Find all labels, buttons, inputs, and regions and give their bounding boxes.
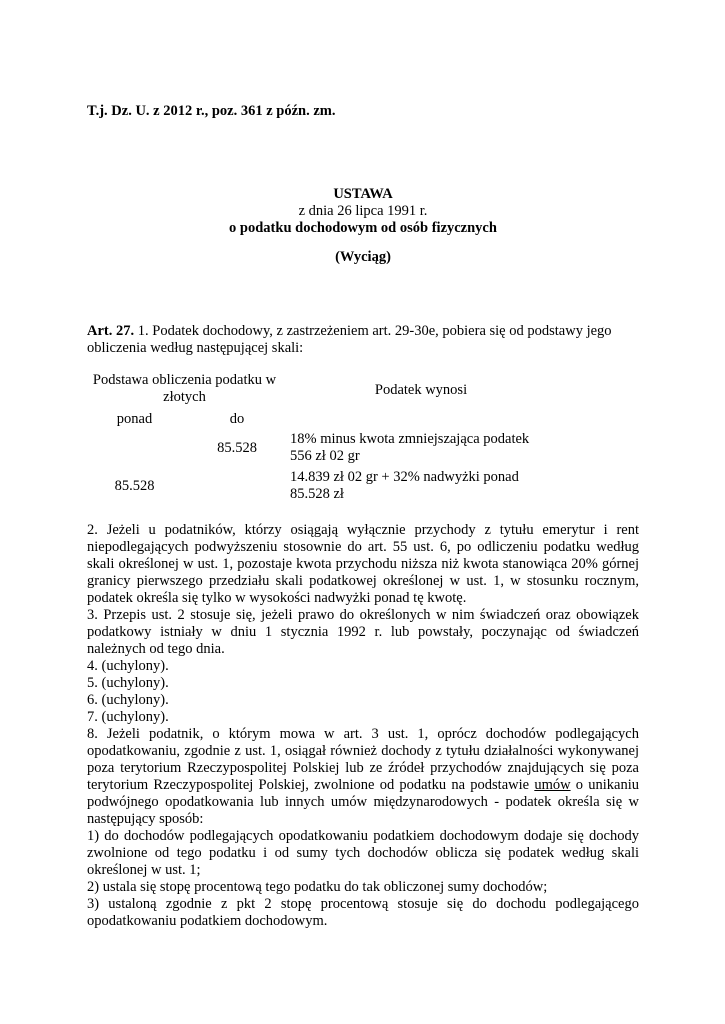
paragraph-7: 7. (uchylony). (87, 709, 169, 725)
header-over: ponad (116, 411, 153, 427)
article-label: Art. 27. (87, 323, 135, 339)
paragraph-8-text-start: 8. Jeżeli podatnik, o którym mowa w art. 3 ust. 1, oprócz dochodów podlegających opodatkowaniu, zgodnie z ust. 1, osiągał również dochody z tytułu działalności wykonywanej poza terytorium Rzeczypospolitej Polskiej lub ze źródeł przychodów znajdujących się poza terytorium Rzeczypospolitej Polskiej, zwolnione od podatku na podstawie (87, 726, 639, 793)
paragraph-2: 2. Jeżeli u podatników, którzy osiągają wyłącznie przychody z tytułu emerytur i rent niepodlegających podwyższeniu stosownie do art. 55 ust. 6, po odliczeniu podatku według skali określonej w ust. 1, pozostaje kwota przychodu niższa niż kwota stanowiąca 20% górnej granicy pierwszego przedziału skali podatkowej określonej w ust. 1, w stosunku rocznym, podatek określa się tylko w wysokości nadwyżki ponad tę kwotę. (87, 522, 639, 606)
header-to: do (229, 411, 245, 427)
row1-to: 85.528 (217, 440, 257, 456)
paragraph-3: 3. Przepis ust. 2 stosuje się, jeżeli prawo do określonych w nim świadczeń oraz obowiązek podatkowy istniały w dniu 1 stycznia 1992 r. lub powstały, poczynając od świadczeń należnych od tego dnia. (87, 607, 639, 657)
article-intro-text: 1. Podatek dochodowy, z zastrzeżeniem art. 29-30e, pobiera się od podstawy jego obliczenia według następującej skali: (87, 323, 612, 356)
treaties-link[interactable]: umów (534, 777, 571, 793)
header-base: Podstawa obliczenia podatku w złotych (92, 372, 277, 405)
header-tax: Podatek wynosi (374, 382, 468, 398)
legal-citation: T.j. Dz. U. z 2012 r., poz. 361 z późn. zm. (87, 103, 336, 119)
row2-tax: 14.839 zł 02 gr + 32% nadwyżki ponad 85.528 zł (290, 469, 519, 502)
row1-tax: 18% minus kwota zmniejszająca podatek 556 zł 02 gr (290, 431, 530, 464)
act-date: z dnia 26 lipca 1991 r. (298, 203, 428, 219)
paragraph-6: 6. (uchylony). (87, 692, 169, 708)
paragraph-4: 4. (uchylony). (87, 658, 169, 674)
paragraph-8-point-1: 1) do dochodów podlegających opodatkowaniu podatkiem dochodowym dodaje się dochody zwolnione od tego podatku i od sumy tych dochodów oblicza się podatek według skali określonej w ust. 1; (87, 828, 639, 878)
act-type: USTAWA (333, 186, 393, 202)
paragraph-5: 5. (uchylony). (87, 675, 169, 691)
act-subject: o podatku dochodowym od osób fizycznych (229, 220, 497, 236)
paragraph-8-point-2: 2) ustala się stopę procentową tego podatku do tak obliczonej sumy dochodów; (87, 879, 548, 895)
paragraph-8-text-end: o unikaniu podwójnego opodatkowania lub innych umów międzynarodowych - podatek określa się w następujący sposób: (87, 777, 640, 827)
paragraph-8 (87, 726, 639, 828)
article-intro (87, 323, 639, 357)
paragraph-8-point-3: 3) ustaloną zgodnie z pkt 2 stopę procentową stosuje się do dochodu podlegającego opodatkowaniu podatkiem dochodowym. (87, 896, 639, 929)
row2-over: 85.528 (114, 478, 155, 494)
title-block (87, 186, 639, 266)
extract-label: (Wyciąg) (335, 249, 391, 265)
article-body (87, 522, 639, 930)
